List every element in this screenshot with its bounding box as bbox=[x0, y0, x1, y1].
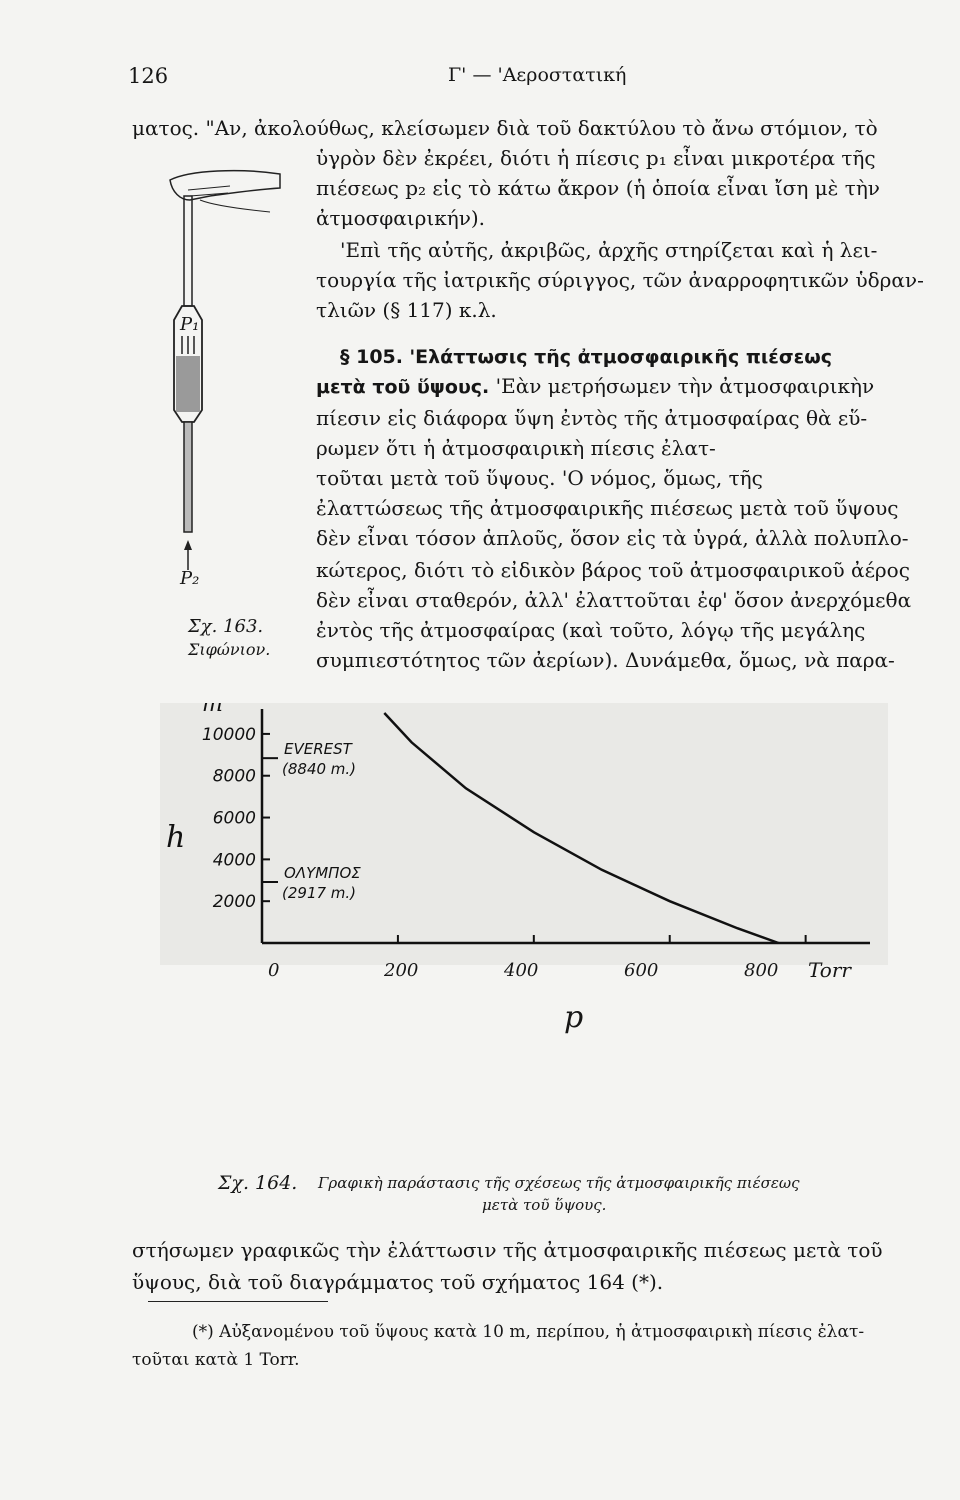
x-unit-label: Torr bbox=[808, 958, 851, 982]
fig163-caption-text: Σιφώνιον. bbox=[188, 640, 271, 659]
x-tick-label: 0 bbox=[268, 960, 280, 981]
section-title: 'Ελάττωσις τῆς ἀτμοσφαιρικῆς πιέσεως bbox=[409, 346, 832, 368]
x-tick-label: 400 bbox=[504, 960, 539, 981]
body-line: στήσωμεν γραφικῶς τὴν ἐλάττωσιν τῆς ἀτμοσφαιρικῆς πιέσεως μετὰ τοῦ bbox=[132, 1238, 883, 1262]
tube-upper bbox=[184, 196, 192, 306]
liquid-fill bbox=[176, 356, 200, 412]
body-line: ματος. "Αν, ἀκολούθως, κλείσωμεν διὰ τοῦ δακτύλου τὸ ἄνω στόμιον, τὸ bbox=[132, 116, 878, 140]
x-tick-label: 200 bbox=[384, 960, 419, 981]
section-title-cont: μετὰ τοῦ ὕψους. bbox=[316, 376, 490, 398]
section-line: πίεσιν εἰς διάφορα ὕψη ἐντὸς τῆς ἀτμοσφαίρας θὰ εὕ- bbox=[316, 406, 868, 430]
section-line bbox=[316, 372, 874, 401]
fig164-caption-line1: Γραφικὴ παράστασις τῆς σχέσεως τῆς ἀτμοσφαιρικῆς πιέσεως bbox=[318, 1174, 800, 1192]
pipette-figure bbox=[130, 160, 310, 600]
fig164-caption-line2: μετὰ τοῦ ὕψους. bbox=[482, 1196, 607, 1214]
body-line: τλιῶν (§ 117) κ.λ. bbox=[316, 298, 497, 322]
annotation-label: ΟΛΥΜΠΟΣ bbox=[284, 864, 361, 883]
y-tick-label: 4000 bbox=[212, 850, 256, 871]
section-line: συμπιεστότητος τῶν ἀερίων). Δυνάμεθα, ὅμως, νὰ παρα- bbox=[316, 648, 895, 672]
footnote-line: τοῦται κατὰ 1 Torr. bbox=[132, 1350, 300, 1370]
label-p2: P₂ bbox=[180, 568, 200, 589]
x-tick-label: 600 bbox=[624, 960, 659, 981]
body-line: 'Επὶ τῆς αὐτῆς, ἀκριβῶς, ἀρχῆς στηρίζεται καὶ ἡ λει- bbox=[340, 238, 878, 262]
annotation-sub: (8840 m.) bbox=[282, 760, 357, 779]
label-p1: P₁ bbox=[180, 314, 200, 335]
section-line: ἐλαττώσεως τῆς ἀτμοσφαιρικῆς πιέσεως μετὰ τοῦ ὕψους bbox=[316, 496, 899, 520]
body-line: ὑγρὸν δὲν ἐκρέει, διότι ἡ πίεσις p₁ εἶναι μικροτέρα τῆς bbox=[316, 146, 876, 170]
running-head: Γ' — 'Αεροστατική bbox=[448, 64, 627, 86]
hand-sleeve bbox=[200, 200, 270, 212]
page-number: 126 bbox=[128, 64, 169, 88]
footnote-rule bbox=[148, 1301, 328, 1302]
body-line: ὕψους, διὰ τοῦ διαγράμματος τοῦ σχήματος 164 (*). bbox=[132, 1270, 664, 1294]
section-line: τοῦται μετὰ τοῦ ὕψους. 'Ο νόμος, ὅμως, τῆς bbox=[316, 466, 763, 490]
x-axis-label: p bbox=[564, 1000, 584, 1035]
y-axis-label: h bbox=[166, 819, 186, 855]
section-line: ρωμεν ὅτι ἡ ἀτμοσφαιρικὴ πίεσις ἐλατ- bbox=[316, 436, 716, 460]
y-tick-label: 8000 bbox=[212, 766, 256, 787]
tube-lower bbox=[184, 422, 192, 532]
body-line: τουργία τῆς ἰατρικῆς σύριγγος, τῶν ἀναρροφητικῶν ὑδραν- bbox=[316, 268, 924, 292]
section-first-text: 'Εὰν μετρήσωμεν τὴν ἀτμοσφαιρικὴν bbox=[495, 374, 875, 398]
section-heading bbox=[340, 342, 832, 371]
y-unit-label: m bbox=[202, 703, 223, 717]
annotation-sub: (2917 m.) bbox=[282, 884, 357, 903]
chart-background bbox=[160, 703, 888, 965]
y-tick-label: 10000 bbox=[201, 724, 256, 745]
section-number: § 105. bbox=[340, 346, 403, 368]
y-tick-label: 6000 bbox=[212, 808, 256, 829]
body-line: ἀτμοσφαιρικήν). bbox=[316, 206, 486, 230]
fig163-caption-num: Σχ. 163. bbox=[188, 616, 264, 637]
arrow-head bbox=[184, 540, 192, 550]
section-line: ἐντὸς τῆς ἀτμοσφαίρας (καὶ τοῦτο, λόγῳ τῆς μεγάλης bbox=[316, 618, 866, 642]
pressure-height-chart bbox=[160, 703, 888, 965]
footnote-line: (*) Αὐξανομένου τοῦ ὕψους κατὰ 10 m, περίπου, ἡ ἀτμοσφαιρικὴ πίεσις ἐλατ- bbox=[192, 1322, 865, 1342]
section-line: κώτερος, διότι τὸ εἰδικὸν βάρος τοῦ ἀτμοσφαιρικοῦ ἀέρος bbox=[316, 558, 910, 582]
x-tick-label: 800 bbox=[744, 960, 779, 981]
fig164-caption-num: Σχ. 164. bbox=[218, 1172, 298, 1194]
y-tick-label: 2000 bbox=[212, 892, 256, 913]
chart-svg bbox=[160, 703, 888, 965]
annotation-label: EVEREST bbox=[284, 740, 352, 759]
body-line: πιέσεως p₂ εἰς τὸ κάτω ἄκρον (ἡ ὁποία εἶναι ἴση μὲ τὴν bbox=[316, 176, 880, 200]
section-line: δὲν εἶναι τόσον ἁπλοῦς, ὅσον εἰς τὰ ὑγρά, ἀλλὰ πολυπλο- bbox=[316, 526, 909, 550]
section-line: δὲν εἶναι σταθερόν, ἀλλ' ἐλαττοῦται ἐφ' ὅσον ἀνερχόμεθα bbox=[316, 588, 912, 612]
